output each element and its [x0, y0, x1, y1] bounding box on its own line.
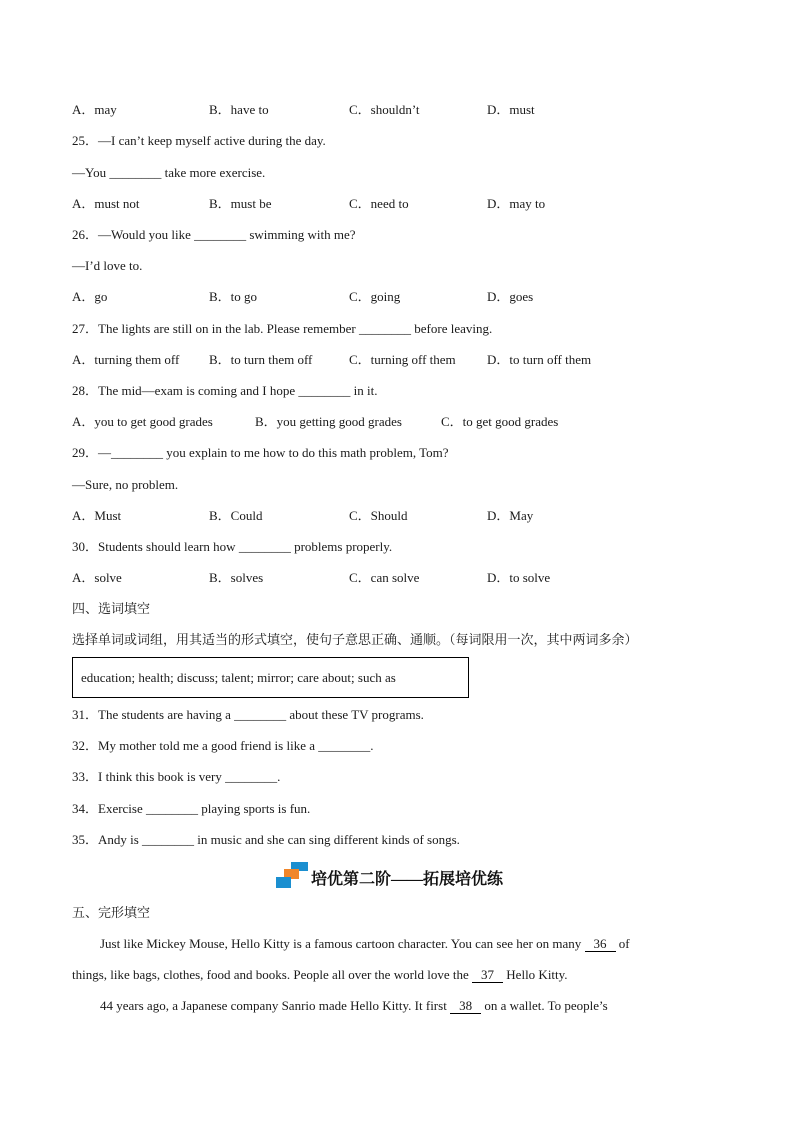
cloze-line: [100, 996, 608, 1016]
q28-option-a: A．you to get good grades: [72, 414, 213, 429]
cloze-text: 44 years ago, a Japanese company Sanrio made Hello Kitty. It first: [100, 998, 451, 1013]
q29-option-a: A．Must: [72, 508, 122, 523]
q26-option-d: D．goes: [487, 289, 534, 304]
q27-option-d: D．to turn off them: [487, 352, 592, 367]
q29-option-b: B．Could: [209, 508, 263, 523]
section-5-heading: 五、完形填空: [72, 905, 151, 920]
q24-option-c: C．shouldn’t: [349, 102, 420, 117]
q27-option-a: A．turning them off: [72, 352, 180, 367]
cloze-line: [72, 965, 568, 985]
q35-item: 35．Andy is ________ in music and she can sing different kinds of songs.: [72, 832, 460, 847]
q30-stem: 30．Students should learn how ________ problems properly.: [72, 539, 393, 554]
q30-option-d: D．to solve: [487, 570, 551, 585]
q32-item: 32．My mother told me a good friend is like a ________.: [72, 738, 374, 753]
q29-option-d: D．May: [487, 508, 534, 523]
q24-option-d: D．must: [487, 102, 535, 117]
q28-option-b: B．you getting good grades: [255, 414, 402, 429]
q25-reply: —You ________ take more exercise.: [72, 165, 266, 180]
cloze-blank-36: 36: [585, 936, 616, 952]
q24-option-a: A．may: [72, 102, 117, 117]
q27-option-b: B．to turn them off: [209, 352, 313, 367]
q26-option-c: C．going: [349, 289, 401, 304]
cloze-text: of: [615, 936, 630, 951]
section-4-instruction: 选择单词或词组，用其适当的形式填空，使句子意思正确、通顺。（每词限用一次，其中两词多余）: [72, 632, 638, 647]
cloze-text: things, like bags, clothes, food and books. People all over the world love the: [72, 967, 473, 982]
cloze-text: on a wallet. To people’s: [481, 998, 608, 1013]
q24-option-b: B．have to: [209, 102, 269, 117]
q25-stem: 25．—I can’t keep myself active during the day.: [72, 133, 326, 148]
word-bank-text: education; health; discuss; talent; mirror; care about; such as: [81, 670, 396, 685]
q29-option-c: C．Should: [349, 508, 408, 523]
q31-item: 31．The students are having a ________ about these TV programs.: [72, 707, 424, 722]
q30-option-c: C．can solve: [349, 570, 420, 585]
q26-option-a: A．go: [72, 289, 108, 304]
q30-option-a: A．solve: [72, 570, 122, 585]
cloze-line: [100, 934, 630, 954]
q27-option-c: C．turning off them: [349, 352, 456, 367]
q25-option-d: D．may to: [487, 196, 546, 211]
q29-stem: 29．—________ you explain to me how to do this math problem, Tom?: [72, 445, 449, 460]
q28-option-c: C．to get good grades: [441, 414, 559, 429]
q25-option-a: A．must not: [72, 196, 140, 211]
q25-option-c: C．need to: [349, 196, 409, 211]
banner-title: 培优第二阶——拓展培优练: [311, 871, 504, 888]
q26-option-b: B．to go: [209, 289, 258, 304]
q26-reply: —I’d love to.: [72, 258, 143, 273]
q27-stem: 27．The lights are still on in the lab. Please remember ________ before leaving.: [72, 321, 493, 336]
q25-option-b: B．must be: [209, 196, 272, 211]
stairs-blocks-icon: [276, 862, 308, 888]
q29-reply: —Sure, no problem.: [72, 477, 179, 492]
q28-stem: 28．The mid—exam is coming and I hope ________ in it.: [72, 383, 378, 398]
cloze-text: Just like Mickey Mouse, Hello Kitty is a famous cartoon character. You can see her on many: [100, 936, 585, 951]
q33-item: 33．I think this book is very ________.: [72, 769, 281, 784]
cloze-blank-38: 38: [450, 998, 481, 1014]
q34-item: 34．Exercise ________ playing sports is fun.: [72, 801, 311, 816]
cloze-blank-37: 37: [472, 967, 503, 983]
q26-stem: 26．—Would you like ________ swimming with me?: [72, 227, 356, 242]
section-4-heading: 四、选词填空: [72, 601, 151, 616]
cloze-text: Hello Kitty.: [503, 967, 568, 982]
word-bank-box: [72, 657, 469, 698]
q30-option-b: B．solves: [209, 570, 264, 585]
